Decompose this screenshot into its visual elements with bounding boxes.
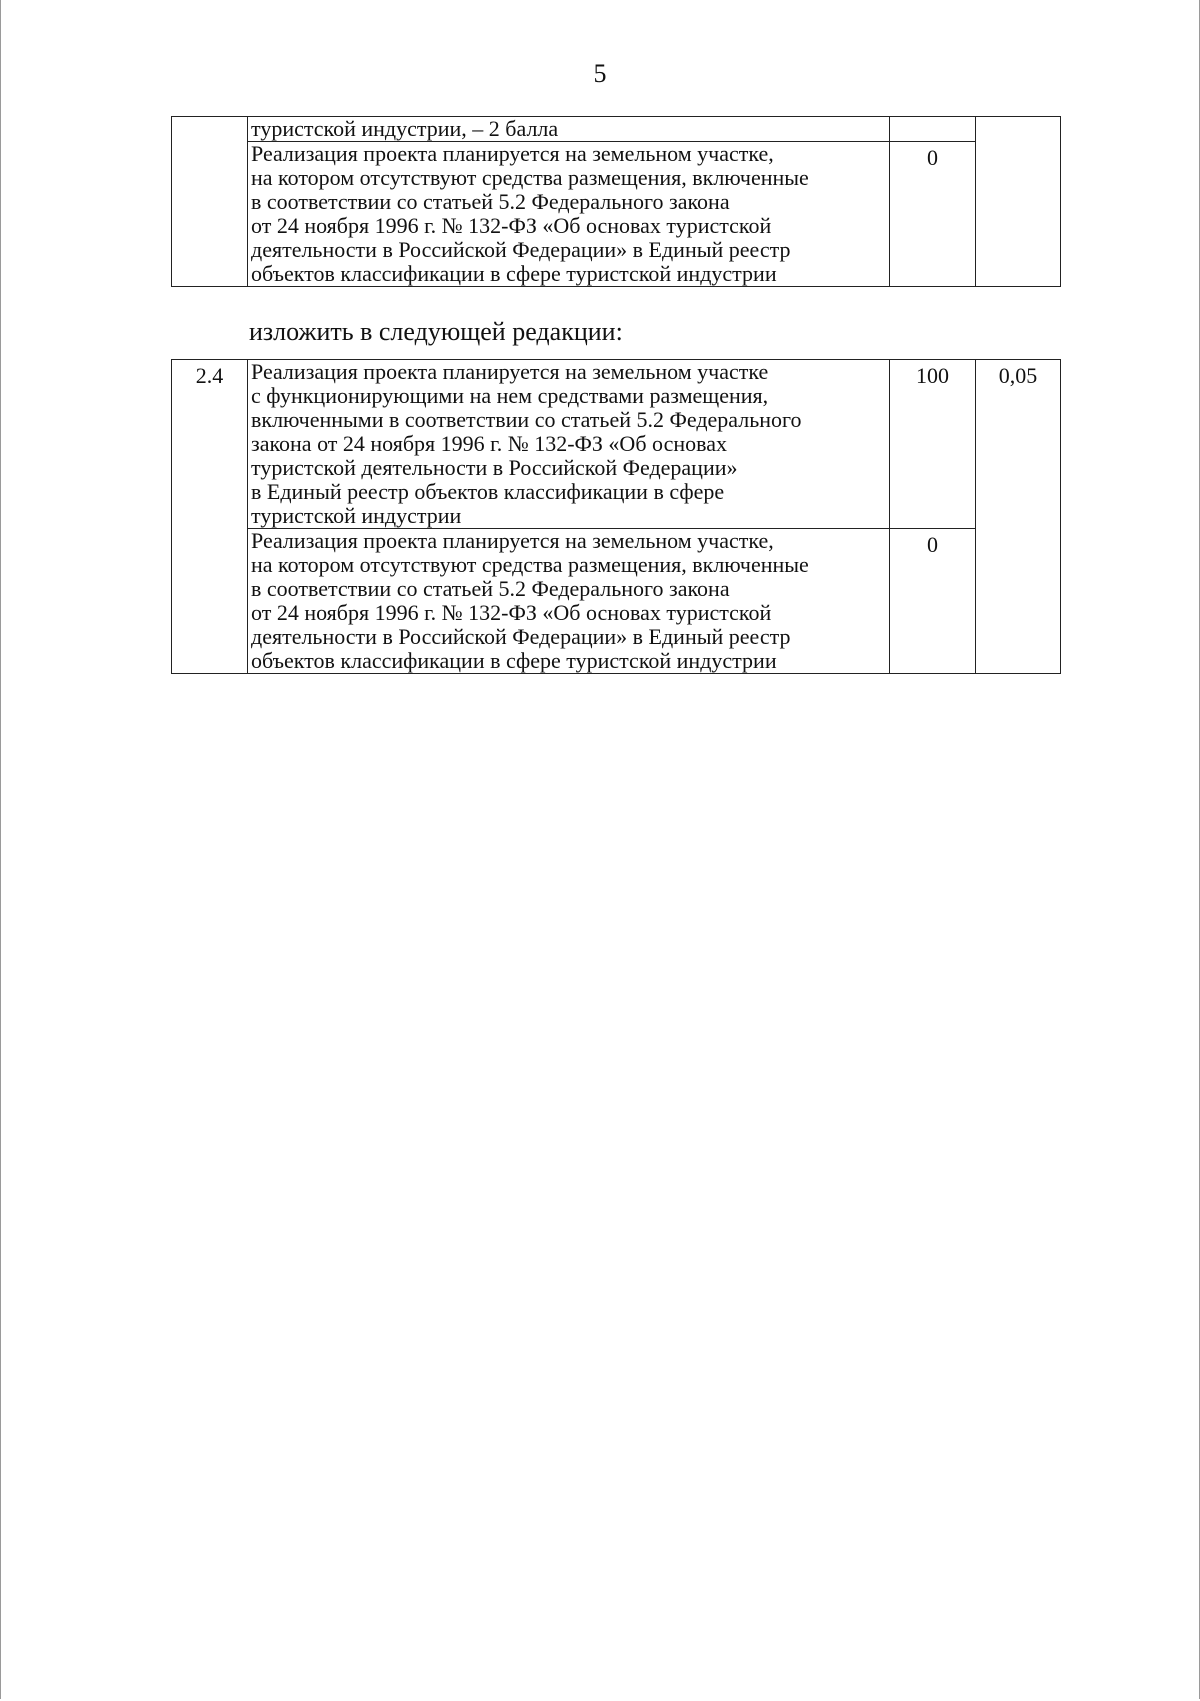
text-line: закона от 24 ноября 1996 г. № 132-ФЗ «Об основах <box>251 431 727 456</box>
text-line: от 24 ноября 1996 г. № 132-ФЗ «Об основах туристской <box>251 600 772 625</box>
text-line: на котором отсутствуют средства размещения, включенные <box>251 552 809 577</box>
points-cell <box>890 117 976 142</box>
table-row <box>172 529 1061 674</box>
text-line: Реализация проекта планируется на земельном участке, <box>251 141 774 166</box>
text-line: включенными в соответствии со статьей 5.2 Федерального <box>251 407 802 432</box>
table-row <box>172 117 1061 142</box>
weight-value: 0,05 <box>998 363 1038 388</box>
points-cell <box>890 360 976 529</box>
text-line: туристской индустрии <box>251 503 462 528</box>
criteria-table-continued <box>171 116 1061 287</box>
points-cell <box>890 529 976 674</box>
text-line: на котором отсутствуют средства размещения, включенные <box>251 165 809 190</box>
criterion-number-cell <box>172 360 248 674</box>
text-line: в Единый реестр объектов классификации в сфере <box>251 479 725 504</box>
text-line: туристской деятельности в Российской Федерации» <box>251 455 738 480</box>
points-value <box>890 117 975 121</box>
text-line: с функционирующими на нем средствами размещения, <box>251 383 769 408</box>
text-line: от 24 ноября 1996 г. № 132-ФЗ «Об основах туристской <box>251 213 772 238</box>
weight-cell <box>976 117 1061 287</box>
criterion-text-cell <box>248 117 890 142</box>
points-value: 0 <box>927 532 938 557</box>
criterion-text-cell <box>248 529 890 674</box>
text-line: Реализация проекта планируется на земельном участке <box>251 359 769 384</box>
text-line: деятельности в Российской Федерации» в Единый реестр <box>251 624 791 649</box>
criterion-number-cell <box>172 117 248 287</box>
text-line: в соответствии со статьей 5.2 Федерального закона <box>251 189 730 214</box>
table-row <box>172 142 1061 287</box>
page-number: 5 <box>593 59 607 88</box>
criterion-text-cell <box>248 360 890 529</box>
text-line: туристской индустрии, – 2 балла <box>251 116 559 141</box>
criterion-text-cell <box>248 142 890 287</box>
text-line: деятельности в Российской Федерации» в Единый реестр <box>251 237 791 262</box>
criteria-table-new <box>171 359 1061 674</box>
text-line: объектов классификации в сфере туристской индустрии <box>251 261 777 286</box>
text-line: в соответствии со статьей 5.2 Федерального закона <box>251 576 730 601</box>
points-value: 0 <box>927 145 938 170</box>
transition-text: изложить в следующей редакции: <box>249 317 623 346</box>
text-line: объектов классификации в сфере туристской индустрии <box>251 648 777 673</box>
weight-cell <box>976 360 1061 674</box>
text-line: Реализация проекта планируется на земельном участке, <box>251 528 774 553</box>
table-row <box>172 360 1061 529</box>
points-cell <box>890 142 976 287</box>
points-value: 100 <box>916 363 949 388</box>
criterion-number: 2.4 <box>195 363 224 388</box>
